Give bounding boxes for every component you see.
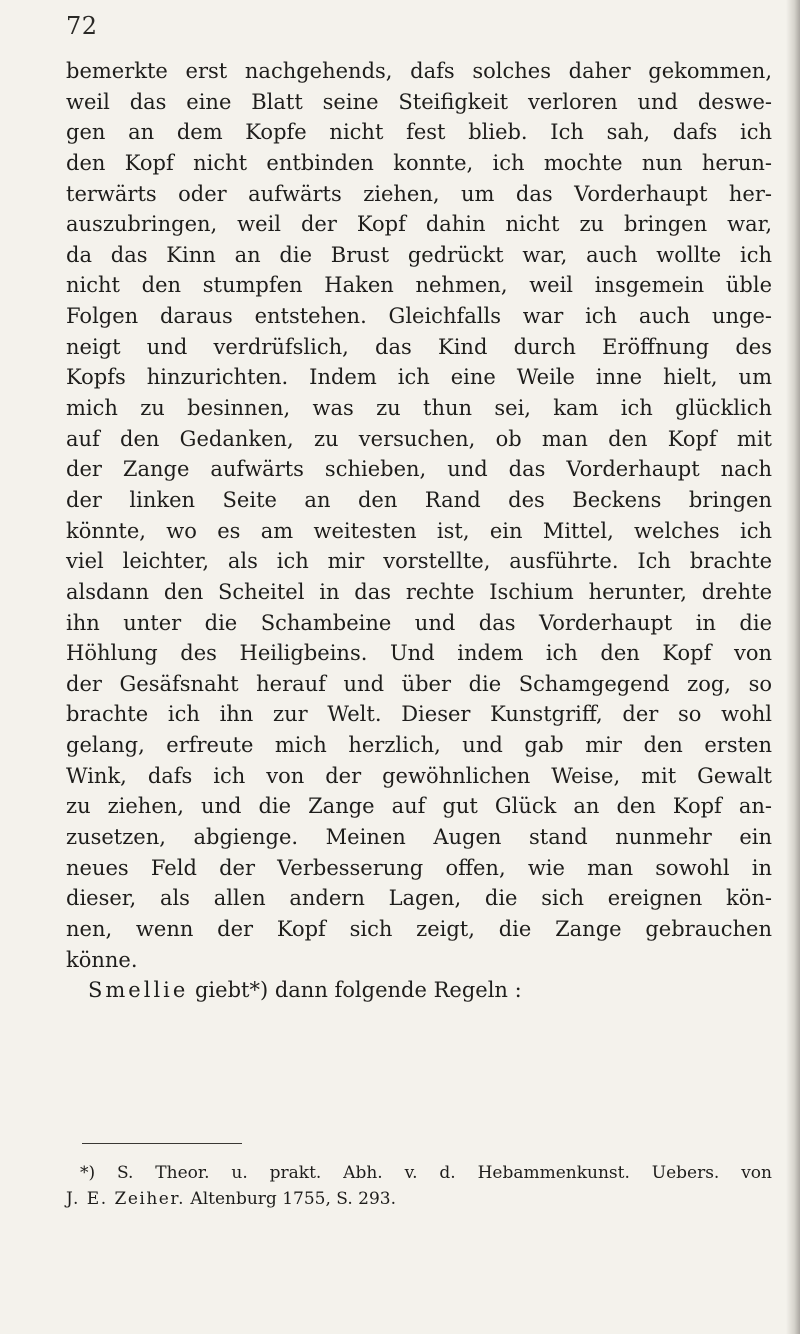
final-paragraph-text: giebt*) dann folgende Regeln : <box>188 978 522 1003</box>
text-line: neues Feld der Verbesserung offen, wie man sowohl in <box>66 855 772 880</box>
footnote-author-name: J. E. Zeiher. <box>66 1189 186 1209</box>
text-line: könne. <box>66 947 138 972</box>
text-line: den Kopf nicht entbinden konnte, ich mochte nun herun- <box>66 150 772 175</box>
text-line: bemerkte erst nachgehends, dafs solches daher gekommen, <box>66 59 772 83</box>
footnote-line <box>66 1186 772 1212</box>
text-line: neigt und verdrüfslich, das Kind durch Eröffnung des <box>66 334 772 359</box>
text-line: zusetzen, abgienge. Meinen Augen stand nunmehr ein <box>66 825 772 850</box>
text-line: gelang, erfreute mich herzlich, und gab mir den ersten <box>66 733 772 758</box>
text-line: ihn unter die Schambeine und das Vorderhaupt in die <box>66 610 772 635</box>
text-line: der Gesäfsnaht herauf und über die Schamgegend zog, so <box>66 671 772 696</box>
text-line: brachte ich ihn zur Welt. Dieser Kunstgriff, der so wohl <box>66 702 772 727</box>
body-text <box>66 56 772 1006</box>
text-line: der linken Seite an den Rand des Beckens bringen <box>66 487 772 512</box>
text-line: weil das eine Blatt seine Steifigkeit verloren und deswe- <box>66 89 772 114</box>
text-line: der Zange aufwärts schieben, und das Vorderhaupt nach <box>66 457 772 482</box>
text-line: dieser, als allen andern Lagen, die sich ereignen kön- <box>66 886 772 911</box>
text-line: könnte, wo es am weitesten ist, ein Mittel, welches ich <box>66 518 772 543</box>
text-line: viel leichter, als ich mir vorstellte, ausführte. Ich brachte <box>66 549 772 574</box>
text-line: nen, wenn der Kopf sich zeigt, die Zange gebrauchen <box>66 916 772 941</box>
text-line: da das Kinn an die Brust gedrückt war, auch wollte ich <box>66 242 772 267</box>
text-line: Folgen daraus entstehen. Gleichfalls war ich auch unge- <box>66 304 772 329</box>
author-name-smellie: Smellie <box>88 978 189 1003</box>
text-line: gen an dem Kopfe nicht fest blieb. Ich sah, dafs ich <box>66 120 772 145</box>
text-line: mich zu besinnen, was zu thun sei, kam ich glücklich <box>66 396 772 421</box>
footnote-line: *) S. Theor. u. prakt. Abh. v. d. Hebammenkunst. Uebers. von <box>80 1163 772 1183</box>
footnote-citation: Altenburg 1755, S. 293. <box>190 1189 396 1209</box>
page-number: 72 <box>66 12 98 40</box>
text-line: zu ziehen, und die Zange auf gut Glück an den Kopf an- <box>66 794 772 819</box>
text-line: terwärts oder aufwärts ziehen, um das Vorderhaupt her- <box>66 181 772 206</box>
footnote-divider <box>82 1143 242 1144</box>
final-paragraph-line <box>66 975 772 1006</box>
text-line: Höhlung des Heiligbeins. Und indem ich den Kopf von <box>66 641 772 666</box>
footnote <box>66 1160 772 1212</box>
text-line: Wink, dafs ich von der gewöhnlichen Weise, mit Gewalt <box>66 763 772 788</box>
text-line: Kopfs hinzurichten. Indem ich eine Weile inne hielt, um <box>66 365 772 390</box>
text-line: nicht den stumpfen Haken nehmen, weil insgemein üble <box>66 273 772 298</box>
text-line: auszubringen, weil der Kopf dahin nicht zu bringen war, <box>66 212 772 237</box>
text-line: auf den Gedanken, zu versuchen, ob man den Kopf mit <box>66 426 772 451</box>
text-line: alsdann den Scheitel in das rechte Ischium herunter, drehte <box>66 579 772 604</box>
page-binding-edge <box>786 0 800 1334</box>
